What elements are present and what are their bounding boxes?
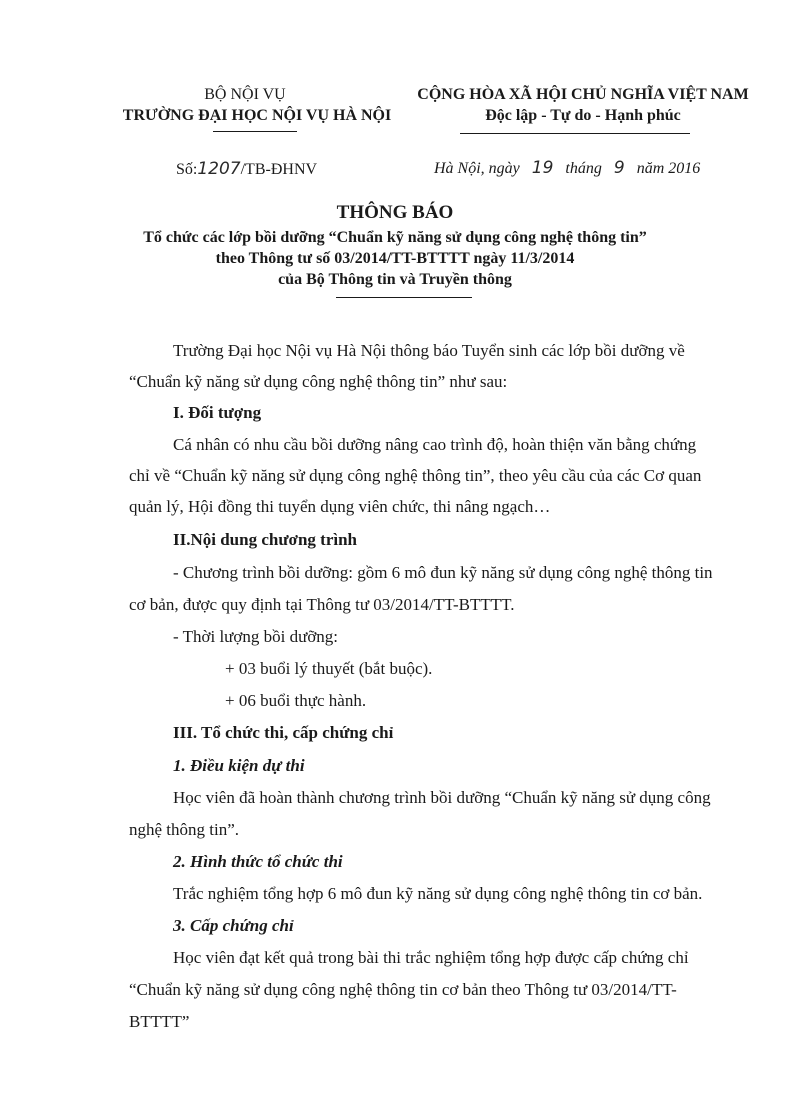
section-3-sub-2-heading: 2. Hình thức tổ chức thi (173, 852, 343, 871)
section-3-sub-3-line-3: BTTTT” (129, 1012, 190, 1031)
left-header-underline (213, 131, 297, 132)
section-3-sub-3-line-1: Học viên đạt kết quả trong bài thi trắc nghiệm tổng hợp được cấp chứng chỉ (173, 948, 689, 967)
title-subtitle-2: theo Thông tư số 03/2014/TT-BTTTT ngày 11/3/2014 (215, 250, 575, 267)
section-2-line-3: - Thời lượng bồi dưỡng: (173, 627, 339, 646)
intro-line-2: “Chuẩn kỹ năng sử dụng công nghệ thông tin” như sau: (129, 372, 508, 391)
section-3-sub-3-heading: 3. Cấp chứng chỉ (173, 916, 294, 935)
doc-number-handwritten: 1207 (197, 159, 241, 179)
section-1-line-3: quản lý, Hội đồng thi tuyển dụng viên chức, thi nâng ngạch… (129, 497, 551, 516)
date-place: Hà Nội, ngày (434, 160, 520, 177)
section-2-heading: II.Nội dung chương trình (173, 530, 358, 549)
document-number (176, 159, 317, 179)
section-3-sub-1-line-2: nghệ thông tin”. (129, 820, 240, 839)
section-2-line-1: - Chương trình bồi dưỡng: gồm 6 mô đun kỹ năng sử dụng công nghệ thông tin (173, 563, 713, 582)
page-title: THÔNG BÁO (336, 202, 454, 223)
section-3-heading: III. Tổ chức thi, cấp chứng chỉ (173, 723, 394, 742)
section-1-heading: I. Đối tượng (173, 403, 262, 422)
section-3-sub-1-heading: 1. Điều kiện dự thi (173, 756, 305, 775)
doc-number-suffix: /TB-ĐHNV (240, 161, 318, 178)
date-month-label: tháng (565, 160, 602, 177)
section-2-line-2: cơ bản, được quy định tại Thông tư 03/2014/TT-BTTTT. (129, 595, 515, 614)
title-subtitle-3: của Bộ Thông tin và Truyền thông (278, 271, 512, 288)
section-2-item-1: + 03 buổi lý thuyết (bắt buộc). (225, 659, 433, 678)
section-3-sub-3-line-2: “Chuẩn kỹ năng sử dụng công nghệ thông tin cơ bản theo Thông tư 03/2014/TT- (129, 980, 677, 999)
section-1-line-1: Cá nhân có nhu cầu bồi dưỡng nâng cao trình độ, hoàn thiện văn bằng chứng (173, 435, 697, 454)
right-header-underline (460, 133, 690, 134)
section-3-sub-1-line-1: Học viên đã hoàn thành chương trình bồi dưỡng “Chuẩn kỹ năng sử dụng công (173, 788, 711, 807)
doc-number-prefix: Số: (176, 161, 198, 178)
country-name: CỘNG HÒA XÃ HỘI CHỦ NGHĨA VIỆT NAM (417, 86, 749, 103)
university-name: TRƯỜNG ĐẠI HỌC NỘI VỤ HÀ NỘI (122, 107, 392, 124)
document-date (434, 158, 700, 178)
section-3-sub-2-line-1: Trắc nghiệm tổng hợp 6 mô đun kỹ năng sử dụng công nghệ thông tin cơ bản. (173, 884, 703, 903)
title-underline (336, 297, 472, 298)
section-2-item-2: + 06 buổi thực hành. (225, 691, 367, 710)
title-subtitle-1: Tổ chức các lớp bồi dưỡng “Chuẩn kỹ năng sử dụng công nghệ thông tin” (143, 229, 647, 246)
date-day: 19 (531, 158, 554, 178)
section-1-line-2: chỉ về “Chuẩn kỹ năng sử dụng công nghệ thông tin”, theo yêu cầu của các Cơ quan (129, 466, 702, 485)
date-year: năm 2016 (636, 160, 701, 177)
ministry-name: BỘ NỘI VỤ (204, 86, 286, 103)
date-month: 9 (613, 158, 625, 178)
intro-line-1: Trường Đại học Nội vụ Hà Nội thông báo Tuyển sinh các lớp bồi dưỡng về (173, 341, 685, 360)
motto: Độc lập - Tự do - Hạnh phúc (485, 107, 681, 124)
